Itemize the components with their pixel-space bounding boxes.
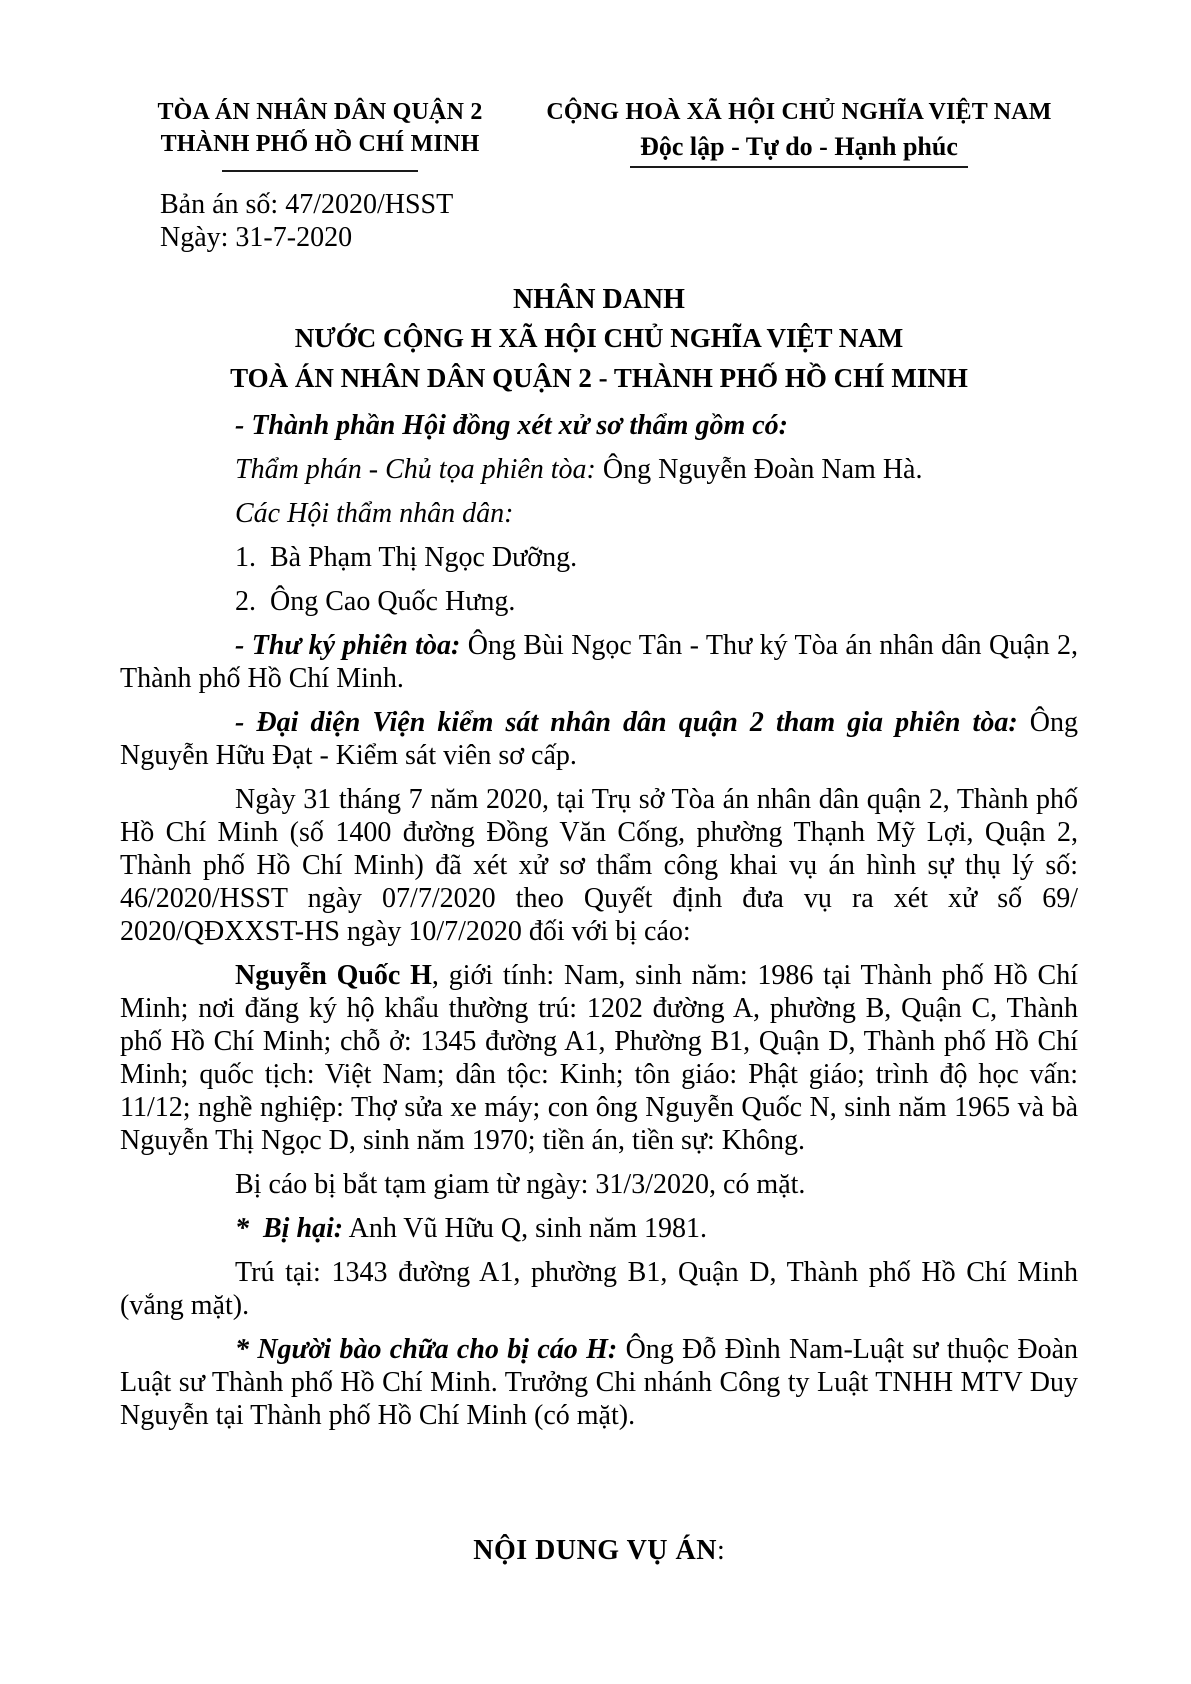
defender-text: Ông Đỗ Đình Nam-Luật sư thuộc Đoàn Luật sư Thành phố Hồ Chí Minh. Trưởng Chi nhánh Công ty Luật TNHH MTV Duy Nguyễn tại Thành phố Hồ Chí Minh (có mặt). [120, 1334, 1079, 1431]
case-date: Ngày: 31-7-2020 [160, 222, 353, 253]
defender-label: * Người bào chữa cho bị cáo H: [235, 1334, 618, 1365]
trial-paragraph: Ngày 31 tháng 7 năm 2020, tại Trụ sở Tòa án nhân dân quận 2, Thành phố Hồ Chí Minh (số 1400 đường Đồng Văn Cống, phường Thạnh Mỹ Lợi, Quận 2, Thành phố Hồ Chí Minh) đã xét xử sơ thẩm công khai vụ án hình sự thụ lý số: 46/2020/HSST ngày 07/7/2020 theo Quyết định đưa vụ ra xét xử số 69/ 2020/QĐXXST-HS ngày 10/7/2020 đối với bị cáo: [120, 784, 1078, 947]
court-name-line2: THÀNH PHỐ HỒ CHÍ MINH [160, 131, 480, 157]
panel-composition-heading [120, 409, 1078, 442]
detention-line: Bị cáo bị bắt tạm giam từ ngày: 31/3/2020, có mặt. [235, 1169, 806, 1200]
prosecutor-label: - Đại diện Viện kiểm sát nhân dân quận 2 tham gia phiên tòa: [235, 707, 1018, 738]
defender-paragraph [120, 1333, 1078, 1432]
defendant-paragraph [120, 959, 1078, 1157]
judge-line [120, 453, 1078, 486]
juror-item-1: 1. Bà Phạm Thị Ngọc Dưỡng. [235, 542, 578, 573]
judge-label: Thẩm phán - Chủ tọa phiên tòa: [235, 454, 596, 485]
court-name-block [120, 96, 520, 172]
section-heading-colon: : [716, 1535, 725, 1566]
victim-line [120, 1212, 1078, 1245]
section-heading-noi-dung-vu-an [120, 1534, 1078, 1568]
judge-name: Ông Nguyễn Đoàn Nam Hà. [595, 454, 923, 485]
document-body [120, 409, 1078, 1568]
republic-motto: Độc lập - Tự do - Hạnh phúc [630, 130, 968, 168]
prosecutor-text: Ông Nguyễn Hữu Đạt - Kiểm sát viên sơ cấp. [120, 707, 1078, 771]
defendant-info: , giới tính: Nam, sinh năm: 1986 tại Thành phố Hồ Chí Minh; nơi đăng ký hộ khẩu thường trú: 1202 đường A, phường B, Quận C, Thành phố Hồ Chí Minh; chỗ ở: 1345 đường A1, Phường B1, Quận D, Thành phố Hồ Chí Minh; quốc tịch: Việt Nam; dân tộc: Kinh; tôn giáo: Phật giáo; trình độ học vấn: 11/12; nghề nghiệp: Thợ sửa xe máy; con ông Nguyễn Quốc N, sinh năm 1965 và bà Nguyễn Thị Ngọc D, sinh năm 1970; tiền án, tiền sự: Không. [120, 960, 1078, 1156]
judgment-title-block [120, 282, 1078, 398]
prosecutor-line [120, 706, 1078, 772]
victim-text: Anh Vũ Hữu Q, sinh năm 1981. [343, 1213, 708, 1244]
national-heading-block [520, 96, 1078, 168]
clerk-text: Ông Bùi Ngọc Tân - Thư ký Tòa án nhân dân Quận 2, Thành phố Hồ Chí Minh. [120, 630, 1078, 694]
case-number: Bản án số: 47/2020/HSST [160, 189, 454, 220]
panel-composition-heading-text: - Thành phần Hội đồng xét xử sơ thẩm gồm có: [235, 410, 788, 441]
clerk-label: - Thư ký phiên tòa: [235, 630, 461, 661]
defendant-name: Nguyễn Quốc H [235, 960, 432, 991]
jurors-label-line [120, 497, 1078, 530]
juror-item-2: 2. Ông Cao Quốc Hưng. [235, 586, 516, 617]
section-heading-text: NỘI DUNG VỤ ÁN [473, 1535, 717, 1566]
jurors-label: Các Hội thẩm nhân dân: [235, 498, 514, 529]
title-court: TOÀ ÁN NHÂN DÂN QUẬN 2 - THÀNH PHỐ HỒ CHÍ MINH [230, 363, 968, 393]
victim-address-line: Trú tại: 1343 đường A1, phường B1, Quận D, Thành phố Hồ Chí Minh (vắng mặt). [120, 1257, 1078, 1321]
court-name-underline [222, 170, 418, 172]
title-nhan-danh: NHÂN DANH [513, 284, 685, 315]
court-name-line1: TÒA ÁN NHÂN DÂN QUẬN 2 [157, 99, 483, 125]
title-republic: NƯỚC CỘNG H XÃ HỘI CHỦ NGHĨA VIỆT NAM [294, 323, 904, 353]
victim-label: * Bị hại: [235, 1213, 344, 1244]
case-meta-block [160, 188, 1078, 254]
document-header [120, 96, 1078, 172]
republic-title: CỘNG HOÀ XÃ HỘI CHỦ NGHĨA VIỆT NAM [546, 99, 1052, 125]
clerk-line [120, 629, 1078, 695]
